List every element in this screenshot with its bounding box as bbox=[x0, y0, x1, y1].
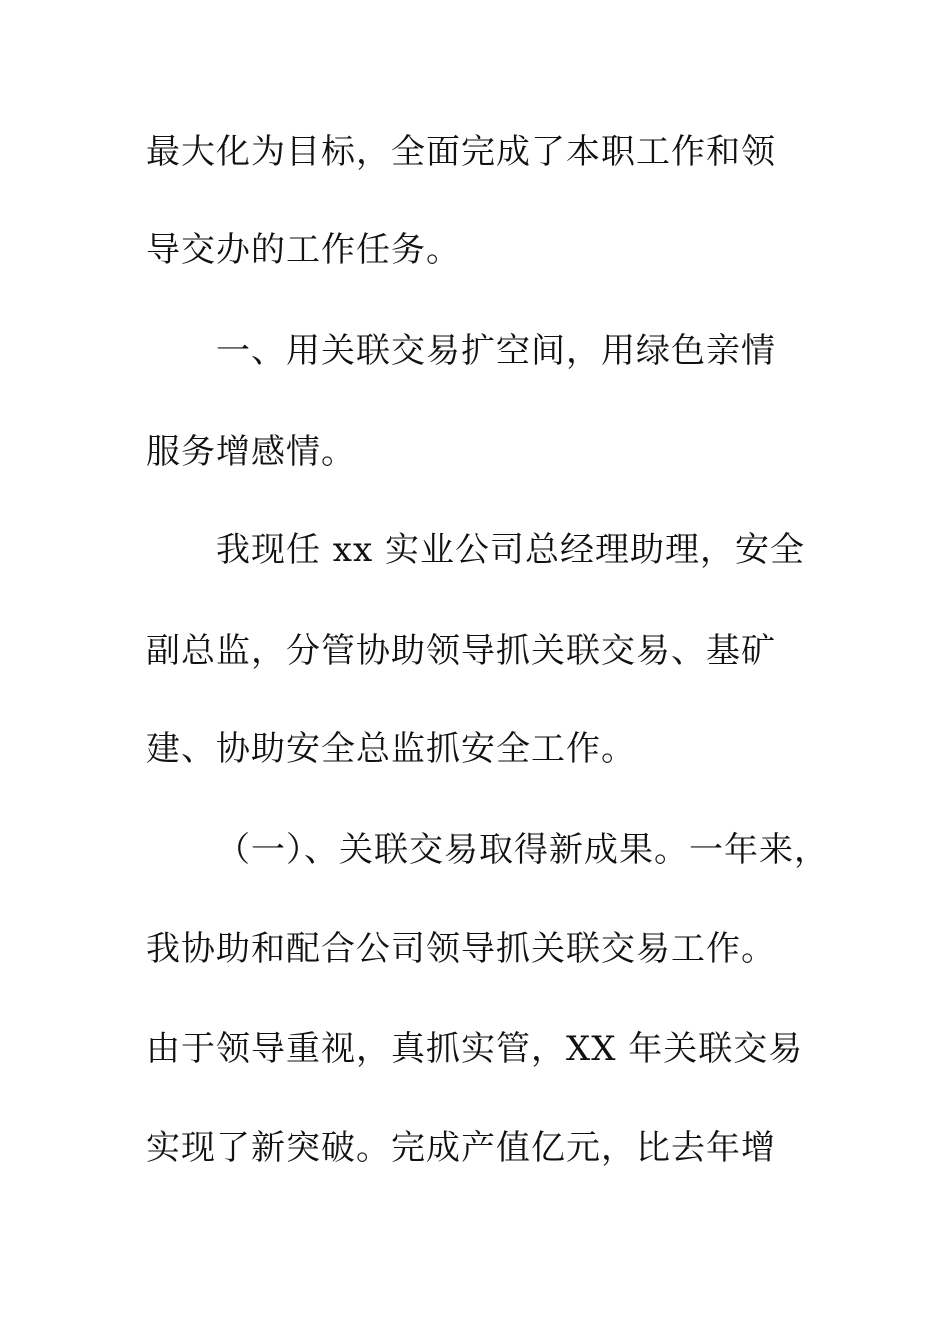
paragraph-line-7: 由于领导重视，真抓实管，XX 年关联交易 bbox=[146, 1029, 804, 1069]
paragraph-line-5: 建、协助安全总监抓安全工作。 bbox=[146, 729, 636, 769]
paragraph-line-1: 最大化为目标，全面完成了本职工作和领 bbox=[146, 132, 776, 172]
subsection-heading-line: （一）、关联交易取得新成果。一年来， bbox=[216, 830, 829, 870]
section-heading-line-2: 服务增感情。 bbox=[146, 432, 356, 472]
paragraph-line-4: 副总监，分管协助领导抓关联交易、基矿 bbox=[146, 631, 776, 671]
section-heading-line-1: 一、用关联交易扩空间，用绿色亲情 bbox=[216, 331, 776, 371]
paragraph-line-3: 我现任 xx 实业公司总经理助理，安全 bbox=[216, 530, 805, 570]
paragraph-line-2: 导交办的工作任务。 bbox=[146, 230, 461, 270]
paragraph-line-6: 我协助和配合公司领导抓关联交易工作。 bbox=[146, 929, 776, 969]
paragraph-line-8: 实现了新突破。完成产值亿元，比去年增 bbox=[146, 1128, 776, 1168]
